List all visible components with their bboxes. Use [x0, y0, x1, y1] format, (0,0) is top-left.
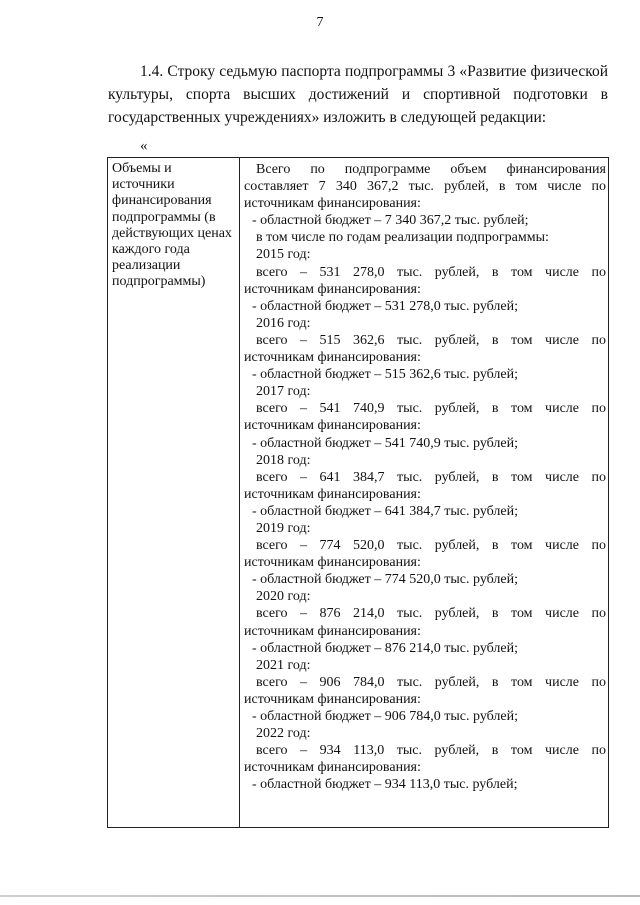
- year-total-line: всего – 531 278,0 тыс. рублей, в том числе по: [256, 264, 606, 280]
- total-financing-line: источникам финансирования:: [244, 196, 421, 212]
- year-heading: 2018 год:: [256, 452, 311, 468]
- scan-edge-rule: [0, 895, 640, 897]
- row-label-line: каждого года: [112, 242, 190, 258]
- year-budget-line: - областной бюджет – 774 520,0 тыс. рублей;: [252, 572, 518, 588]
- year-budget-line: - областной бюджет – 515 362,6 тыс. рублей;: [252, 367, 518, 383]
- passport-table: [107, 157, 609, 828]
- year-block: [244, 452, 606, 520]
- year-block: [244, 246, 606, 314]
- page-number: 7: [316, 15, 324, 30]
- year-heading: 2022 год:: [256, 726, 311, 742]
- year-budget-line: - областной бюджет – 641 384,7 тыс. рублей;: [252, 503, 518, 519]
- column-divider: [239, 158, 240, 827]
- year-sources-line: источникам финансирования:: [244, 486, 421, 502]
- row-label-line: реализации: [112, 258, 181, 274]
- row-label-line: подпрограммы): [112, 274, 206, 290]
- row-label-cell: [112, 161, 238, 291]
- year-heading: 2019 год:: [256, 520, 311, 536]
- row-label-line: Объемы и: [112, 161, 172, 176]
- year-budget-line: - областной бюджет – 934 113,0 тыс. рублей;: [252, 777, 518, 793]
- year-total-line: всего – 876 214,0 тыс. рублей, в том числе по: [256, 606, 606, 622]
- row-label-line: финансирования: [112, 193, 212, 209]
- year-sources-line: источникам финансирования:: [244, 623, 421, 639]
- year-sources-line: источникам финансирования:: [244, 418, 421, 434]
- year-sources-line: источникам финансирования:: [244, 281, 421, 297]
- year-sources-line: источникам финансирования:: [244, 555, 421, 571]
- year-total-line: всего – 515 362,6 тыс. рублей, в том числе по: [256, 332, 606, 348]
- row-value-cell: [244, 161, 606, 793]
- year-block: [244, 315, 606, 383]
- years-list: [244, 246, 606, 793]
- year-heading: 2015 год:: [256, 247, 311, 263]
- year-block: [244, 588, 606, 656]
- total-financing-line: Всего по подпрограмме объем финансирования: [256, 162, 606, 177]
- year-block: [244, 520, 606, 588]
- year-heading: 2021 год:: [256, 657, 311, 673]
- year-sources-line: источникам финансирования:: [244, 760, 421, 776]
- year-heading: 2020 год:: [256, 589, 311, 605]
- year-total-line: всего – 934 113,0 тыс. рублей, в том числе по: [256, 743, 606, 759]
- row-label-line: действующих ценах: [112, 225, 232, 241]
- amendment-paragraph: 1.4. Строку седьмую паспорта подпрограммы 3 «Развитие физической культуры, спорта высших достижений и спортивной подготовки в государственных учреждениях» изложить в следующей редакции:: [108, 63, 608, 126]
- year-total-line: всего – 774 520,0 тыс. рублей, в том числе по: [256, 538, 606, 554]
- year-block: [244, 383, 606, 451]
- year-block: [244, 725, 606, 793]
- year-total-line: всего – 541 740,9 тыс. рублей, в том числе по: [256, 401, 606, 417]
- total-budget-line: - областной бюджет – 7 340 367,2 тыс. рублей;: [252, 213, 529, 229]
- year-heading: 2016 год:: [256, 315, 311, 331]
- year-block: [244, 657, 606, 725]
- year-budget-line: - областной бюджет – 876 214,0 тыс. рублей;: [252, 640, 518, 656]
- year-sources-line: источникам финансирования:: [244, 350, 421, 366]
- year-budget-line: - областной бюджет – 541 740,9 тыс. рублей;: [252, 435, 518, 451]
- year-total-line: всего – 906 784,0 тыс. рублей, в том числе по: [256, 674, 606, 690]
- by-years-line: в том числе по годам реализации подпрограммы:: [256, 230, 549, 246]
- total-financing-line: составляет 7 340 367,2 тыс. рублей, в том числе по: [244, 179, 606, 195]
- year-heading: 2017 год:: [256, 384, 311, 400]
- row-label-line: подпрограммы (в: [112, 209, 216, 225]
- year-sources-line: источникам финансирования:: [244, 691, 421, 707]
- year-total-line: всего – 641 384,7 тыс. рублей, в том числе по: [256, 469, 606, 485]
- opening-quote-mark: «: [140, 138, 148, 154]
- year-budget-line: - областной бюджет – 531 278,0 тыс. рублей;: [252, 298, 518, 314]
- year-budget-line: - областной бюджет – 906 784,0 тыс. рублей;: [252, 709, 518, 724]
- row-label-line: источники: [112, 177, 175, 193]
